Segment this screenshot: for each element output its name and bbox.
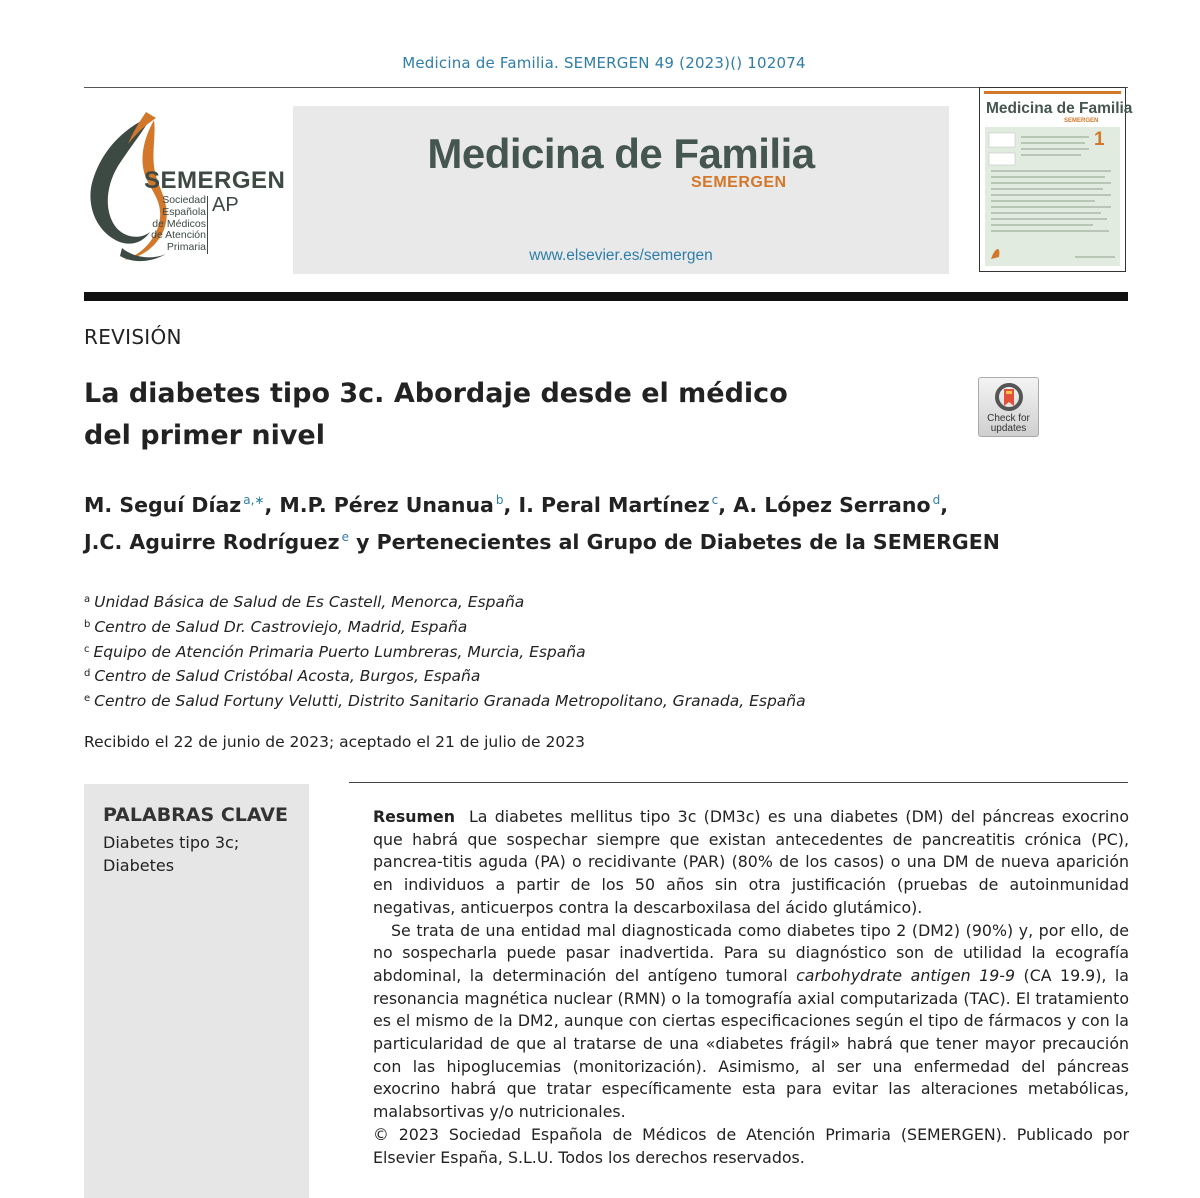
abstract-divider: [349, 782, 1128, 783]
author-name[interactable]: M.P. Pérez Unanua: [279, 493, 494, 517]
copyright-notice: © 2023 Sociedad Española de Médicos de Atención Primaria (SEMERGEN). Publicado por Elsevier España, S.L.U. Todos los derechos reservados.: [373, 1124, 1129, 1167]
abstract-label: Resumen: [373, 807, 455, 826]
author-line-1: M. Seguí Díaz $^{a,∗}$, M.P. Pérez Unanua $^b$, I. Peral Martínez $^c$, A. López Serrano $^d$,: [84, 493, 948, 517]
journal-title: Medicina de Familia: [427, 130, 815, 177]
article-section-label: REVISIÓN: [84, 325, 182, 349]
author-name[interactable]: J.C. Aguirre Rodríguez: [84, 530, 340, 554]
cover-issue-number: 1: [1094, 129, 1105, 150]
author-name[interactable]: M. Seguí Díaz: [84, 493, 242, 517]
journal-url-link[interactable]: www.elsevier.es/semergen: [529, 247, 713, 264]
received-dates: Recibido el 22 de junio de 2023; aceptado el 21 de julio de 2023: [84, 733, 585, 751]
keywords-title: PALABRAS CLAVE: [103, 804, 288, 826]
author-affiliation-mark[interactable]: c: [711, 493, 719, 507]
cover-brand: SEMERGEN: [1064, 118, 1099, 124]
author-affiliation-mark[interactable]: b: [495, 493, 504, 507]
journal-citation[interactable]: Medicina de Familia. SEMERGEN 49 (2023)() 102074: [402, 54, 806, 72]
journal-cover-thumbnail[interactable]: [979, 87, 1133, 272]
keyword-item[interactable]: Diabetes: [103, 855, 175, 875]
keywords-panel: [84, 784, 309, 1198]
bookmark-ring-icon: [993, 382, 1025, 414]
society-full-name: Sociedad Española de Médicos de Atención Primaria: [151, 194, 206, 254]
keywords-list: [103, 832, 239, 877]
abstract-paragraph: Resumen La diabetes mellitus tipo 3c (DM3c) es una diabetes (DM) del páncreas exocrino que habrá que sospechar siempre que existan antecedentes de pancreatitis crónica (PC), pancrea-titis aguda (PA) o recidivante (PAR) (80% de los casos) o una DM de nueva aparición en individuos a partir de los 50 años sin otra justificación (pruebas de autoinmunidad negativas, anticuerpos contra la descarboxilasa del ácido glutámico).: [373, 807, 1129, 917]
header-thick-divider: [84, 292, 1128, 301]
author-group: y Pertenecientes al Grupo de Diabetes de la SEMERGEN: [356, 530, 1000, 554]
affiliation-item: $^c$ Equipo de Atención Primaria Puerto Lumbreras, Murcia, España: [84, 642, 586, 661]
affiliation-list: [84, 589, 806, 713]
check-for-updates-label: Check for updates: [987, 413, 1030, 434]
author-name[interactable]: I. Peral Martínez: [518, 493, 710, 517]
author-affiliation-mark[interactable]: e: [341, 530, 349, 544]
affiliation-item: $^b$ Centro de Salud Dr. Castroviejo, Madrid, España: [84, 617, 468, 636]
article-title: La diabetes tipo 3c. Abordaje desde el médico del primer nivel: [84, 378, 788, 451]
author-name[interactable]: A. López Serrano: [733, 493, 931, 517]
affiliation-item: $^e$ Centro de Salud Fortuny Velutti, Distrito Sanitario Granada Metropolitano, Granada, España: [84, 692, 806, 711]
author-list: [84, 484, 1144, 558]
logo-divider: [207, 196, 208, 254]
journal-brand: SEMERGEN: [691, 174, 787, 191]
check-for-updates-button[interactable]: [978, 377, 1039, 437]
author-affiliation-mark[interactable]: a,∗: [243, 493, 265, 507]
society-name: SEMERGEN: [144, 167, 286, 194]
cover-top-stripe: [984, 91, 1121, 94]
abstract-paragraph: Se trata de una entidad mal diagnosticada como diabetes tipo 2 (DM2) (90%) y, por ello, de no sospecharla puede pasar inadvertida. Para su diagnóstico son de utilidad la ecografía abdominal, la determinación del antígeno tumoral carbohydrate antigen 19-9 (CA 19.9), la resonancia magnética nuclear (RMN) o la tomografía axial computarizada (TAC). El tratamiento es el mismo de la DM2, aunque con ciertas especificaciones según el tipo de fármacos y con la particularidad de que al tratarse de una «diabetes frágil» habrá que tener mayor precaución con las hipoglucemias (monitorización). Asimismo, al ser una enfermedad del páncreas exocrino habrá que tratar específicamente esta para evitar las alteraciones metabólicas, malabsortivas y/o nutricionales.: [373, 920, 1129, 1122]
affiliation-item: $^d$ Centro de Salud Cristóbal Acosta, Burgos, España: [84, 667, 481, 686]
society-suffix: AP: [212, 194, 239, 216]
affiliation-item: $^a$ Unidad Básica de Salud de Es Castell, Menorca, España: [84, 593, 525, 611]
keyword-item[interactable]: Diabetes tipo 3c;: [103, 833, 240, 852]
journal-banner: [293, 106, 949, 274]
author-line-2: [84, 521, 1144, 558]
header-divider: [84, 87, 1128, 88]
cover-title: Medicina de Familia: [986, 100, 1133, 117]
abstract: [373, 806, 1129, 1169]
author-affiliation-mark[interactable]: d: [932, 493, 941, 507]
